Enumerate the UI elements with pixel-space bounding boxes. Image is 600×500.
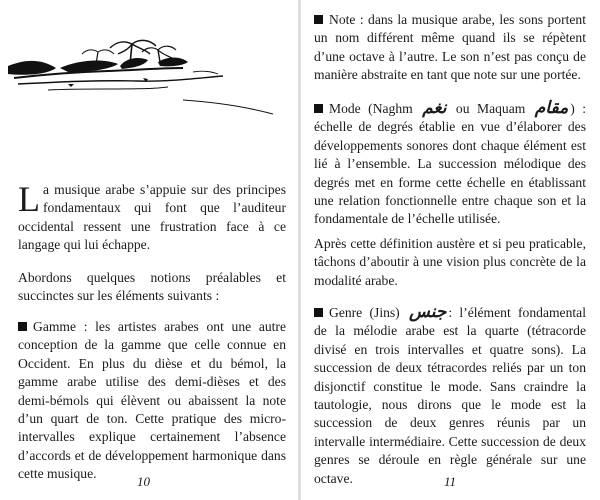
mode-prefix: Mode (Naghm xyxy=(329,101,413,116)
square-bullet-icon xyxy=(314,104,323,113)
ink-sketch-illustration xyxy=(8,38,283,118)
arabic-jins: جنس xyxy=(409,302,447,322)
mode-paragraph xyxy=(314,99,586,229)
intro-text: a musique arabe s’appuie sur des principes fondamentaux qui font que l’auditeur occidental ressent une frustration face à ce langage qui lui échappe. xyxy=(18,182,286,253)
drop-cap: L xyxy=(18,179,40,219)
intro-paragraph xyxy=(18,181,286,255)
note-paragraph xyxy=(314,11,586,85)
page-number-right: 11 xyxy=(444,474,457,489)
genre-paragraph xyxy=(314,303,586,488)
gamme-paragraph xyxy=(18,318,286,484)
mode-suffix: ) : échelle de degrés établie en vue d’élaborer des développements sonores dont chaque élément est lié à l’ensemble. La succession mélodique des degrés met en forme cette échelle en établissant une relation fonctionnelle entre chaque son et la fondamentale de l’échelle utilisée. xyxy=(314,101,586,227)
arabic-naghm: نغم xyxy=(422,98,447,118)
note-text: Note : dans la musique arabe, les sons portent un nom différent même quand ils se répètent d’une octave à l’autre. Le son n’est pas conçu de manière abstraite en tant que note sur une portée. xyxy=(314,12,586,83)
arabic-maquam: مقام xyxy=(534,98,569,118)
mode-middle: ou Maquam xyxy=(455,101,526,116)
lead-paragraph: Abordons quelques notions préalables et succinctes sur les éléments suivants : xyxy=(18,270,286,304)
square-bullet-icon xyxy=(18,322,27,331)
after-paragraph: Après cette définition austère et si peu praticable, tâchons d’aboutir à une vision plus concrète de la modalité arabe. xyxy=(314,236,586,288)
page-number-left: 10 xyxy=(137,474,150,489)
square-bullet-icon xyxy=(314,15,323,24)
genre-prefix: Genre (Jins) xyxy=(329,305,400,320)
right-page xyxy=(300,0,600,500)
gamme-text: Gamme : les artistes arabes ont une autre conception de la gamme que celle connue en Occident. En plus du dièse et du bémol, la gamme arabe utilise des demi-dièses et des demi-bémols qui élèvent ou abaissent la note d’un quart de ton. Cette pratique des micro-intervalles explique certainement l’absence d’accords et de développement harmonique dans cette musique. xyxy=(18,319,286,482)
square-bullet-icon xyxy=(314,308,323,317)
genre-suffix: : l’élément fondamental de la mélodie arabe est la quarte (tétracorde divisé en trois intervalles et quatre sons). La succession de deux tétracordes reliés par un ton disjonctif constitue le mode. Sans craindre la tautologie, nous dirons que le mode est la succession de deux genres réunis par un intervalle intermédiaire. Cette succession de deux genres se déroule en règle générale sur une octave. xyxy=(314,305,586,486)
